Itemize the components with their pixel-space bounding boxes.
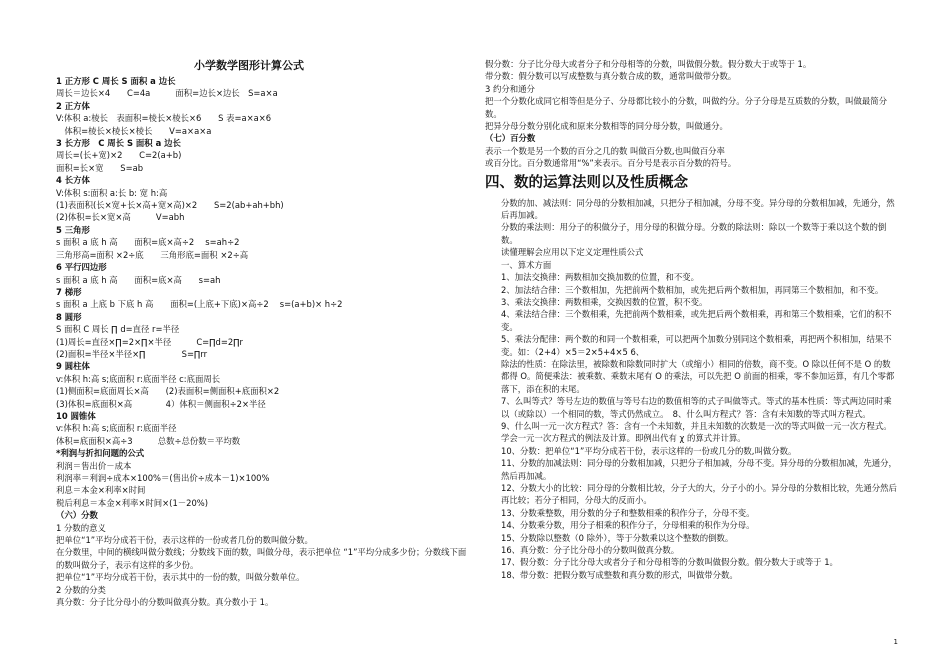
left-column bbox=[56, 58, 472, 608]
text-line: (3)体积=底面积×高 4）体积＝侧面积÷2×半径 bbox=[56, 398, 266, 409]
text-line: (1)侧面积=底面周长×高 (2)表面积=侧面积+底面积×2 bbox=[56, 386, 280, 397]
text-line: 3 约分和通分 bbox=[485, 83, 535, 94]
page-number: 1 bbox=[893, 638, 898, 646]
text-line: s 面积 a 底 h 高 面积=底×高÷2 s=ah÷2 bbox=[56, 237, 240, 248]
text-line: 5 三角形 bbox=[56, 224, 90, 235]
right-top-lines bbox=[485, 58, 897, 170]
text-line: 利润＝售出价－成本 bbox=[56, 460, 132, 471]
text-line: 三角形高=面积 ×2÷底 三角形底=面积 ×2÷高 bbox=[56, 249, 249, 260]
text-line: 16、真分数：分子比分母小的分数叫做真分数。 bbox=[501, 545, 680, 556]
text-line: 13、分数乘整数，用分数的分子和整数相乘的积作分子，分母不变。 bbox=[501, 507, 755, 518]
text-line: 17、假分数：分子比分母大或者分子和分母相等的分数叫做假分数。假分数大于或等于 1。 bbox=[501, 557, 838, 568]
left-lines bbox=[56, 75, 472, 608]
text-line: (2)面积=半径×半径×∏ S=∏rr bbox=[56, 348, 208, 359]
text-line: 在分数里，中间的横线叫做分数线；分数线下面的数，叫做分母，表示把单位 “1”平均分成多少份；分数线下面的数叫做分子，表示有这样的多少份。 bbox=[56, 547, 467, 570]
text-line: 3、乘法交换律：两数相乘，交换因数的位置，积不变。 bbox=[501, 296, 708, 307]
text-line: 周长＝边长×4 C=4a 面积=边长×边长 S=a×a bbox=[56, 88, 278, 99]
text-line: 15、分数除以整数（0 除外），等于分数乘以这个整数的倒数。 bbox=[501, 532, 734, 543]
text-line: 把单位“1”平均分成若干份，表示这样的一份或者几份的数叫做分数。 bbox=[56, 535, 313, 546]
text-line: 假分数：分子比分母大或者分子和分母相等的分数，叫做假分数。假分数大于或等于 1。 bbox=[485, 59, 812, 69]
text-line: 8 圆形 bbox=[56, 311, 82, 322]
text-line: 带分数：假分数可以写成整数与真分数合成的数，通常叫做带分数。 bbox=[485, 71, 737, 82]
text-line: 体积=棱长×棱长×棱长 V=a×a×a bbox=[56, 125, 212, 136]
text-line: (1)周长=直径×∏=2×∏×半径 C=∏d=2∏r bbox=[56, 336, 243, 347]
text-line: 2 分数的分类 bbox=[56, 584, 106, 595]
text-line: 一、算术方面 bbox=[501, 259, 552, 270]
text-line: 1、加法交换律：两数相加交换加数的位置，和不变。 bbox=[501, 272, 699, 283]
text-line: 面积=长×宽 S=ab bbox=[56, 162, 144, 173]
text-line: (2)体积=长×宽×高 V=abh bbox=[56, 212, 185, 223]
page-title: 小学数学图形计算公式 bbox=[194, 59, 304, 72]
text-line: 4 长方体 bbox=[56, 175, 90, 186]
text-line: (1)表面积(长×宽+长×高+宽×高)×2 S=2(ab+ah+bh) bbox=[56, 200, 284, 211]
text-line: 利润率＝利润÷成本×100%＝(售出价÷成本－1)×100% bbox=[56, 473, 270, 483]
text-line: 10、分数：把单位“1”平均分成若干份，表示这样的一份或几分的数,叫做分数。 bbox=[501, 445, 797, 456]
text-line: V:体积 s:面积 a:长 b: 宽 h:高 bbox=[56, 187, 168, 198]
text-line: 18、带分数：把假分数写成整数和真分数的形式，叫做带分数。 bbox=[501, 569, 738, 580]
text-line: 分数的加、减法则：同分母的分数相加减，只把分子相加减，分母不变。异分母的分数相加减，先通分，然后再加减。 bbox=[501, 197, 895, 221]
text-line: 3 长方形 C 周长 S 面积 a 边长 bbox=[56, 138, 181, 149]
text-line: 把一个分数化成同它相等但是分子、分母都比较小的分数，叫做约分。分子分母是互质数的分数，叫做最简分数。 bbox=[485, 96, 887, 119]
text-line: 12、分数大小的比较：同分母的分数相比较，分子大的大，分子小的小。异分母的分数相比较，先通分然后再比较；若分子相同，分母大的反而小。 bbox=[501, 483, 897, 506]
text-line: 9、什么叫一元一次方程式？答：含有一个未知数，并且未知数的次数是一次的等式叫做一元一次方程式。 学会一元一次方程式的例法及计算。即例出代有 χ 的算式并计算。 bbox=[501, 420, 896, 444]
text-line: 10 圆锥体 bbox=[56, 410, 96, 421]
text-line: 除法的性质：在除法里，被除数和除数同时扩大（或缩小）相同的倍数，商不变。O 除以任何不是 O 的数都得 O。简便乘法：被乘数、乘数末尾有 O 的乘法，可以先把 O 前面的相乘，零不参加运算，有几个零都落下，添在积的末尾。 bbox=[501, 358, 895, 394]
right-column bbox=[485, 58, 897, 581]
text-line: 读懂理解会应用以下定义定理性质公式 bbox=[501, 247, 644, 258]
right-bottom-lines bbox=[485, 197, 897, 582]
text-line: 9 圆柱体 bbox=[56, 361, 90, 372]
text-line: 分数的乘法则：用分子的积做分子，用分母的积做分母。分数的除法则：除以一个数等于乘以这个数的倒数。 bbox=[501, 222, 887, 245]
text-line: s 面积 a 上底 b 下底 h 高 面积=(上底+下底)×高÷2 s=(a+b)× h÷2 bbox=[56, 299, 343, 310]
section-heading: 四、数的运算法则以及性质概念 bbox=[485, 174, 688, 191]
text-line: 利息＝本金×利率×时间 bbox=[56, 485, 146, 496]
text-line: 2、加法结合律：三个数相加，先把前两个数相加，或先把后两个数相加，再同第三个数相加，和不变。 bbox=[501, 284, 884, 295]
text-line: *利润与折扣问题的公式 bbox=[56, 448, 145, 459]
text-line: S 面积 C 周长 ∏ d=直径 r=半径 bbox=[56, 324, 180, 335]
text-line: 14、分数乘分数，用分子相乘的积作分子，分母相乘的积作为分母。 bbox=[501, 520, 755, 531]
text-line: 7、么叫等式？等号左边的数值与等号右边的数值相等的式子叫做等式。等式的基本性质：等式两边同时乘以（或除以）一个相同的数，等式仍然成立。 8、什么叫方程式？答：含有未知数的等式叫方程式。 bbox=[501, 396, 892, 419]
text-line: 6 平行四边形 bbox=[56, 262, 107, 273]
text-line: 4、乘法结合律：三个数相乘，先把前两个数相乘，或先把后两个数相乘，再和第三个数相乘，它们的积不变。 bbox=[501, 309, 892, 332]
text-line: 1 正方形 C 周长 S 面积 a 边长 bbox=[56, 76, 176, 86]
text-line: 表示一个数是另一个数的百分之几的数 叫做百分数,也叫做百分率 bbox=[485, 145, 725, 156]
text-line: 体积=底面积×高÷3 总数÷总份数＝平均数 bbox=[56, 435, 241, 446]
text-line: v:体积 h:高 s;底面积 r:底面半径 bbox=[56, 423, 177, 434]
text-line: 或百分比。百分数通常用“%”来表示。百分号是表示百分数的符号。 bbox=[485, 158, 737, 169]
text-line: （七）百分数 bbox=[485, 133, 536, 144]
text-line: 1 分数的意义 bbox=[56, 522, 106, 533]
text-line: 把单位“1”平均分成若干份，表示其中的一份的数，叫做分数单位。 bbox=[56, 572, 305, 583]
text-line: 11、分数的加减法则：同分母的分数相加减，只把分子相加减，分母不变。异分母的分数相加减，先通分，然后再加减。 bbox=[501, 458, 897, 481]
text-line: 真分数：分子比分母小的分数叫做真分数。真分数小于 1。 bbox=[56, 597, 274, 608]
text-line: v:体积 h:高 s;底面积 r:底面半径 c:底面周长 bbox=[56, 373, 221, 384]
text-line: s 面积 a 底 h 高 面积=底×高 s=ah bbox=[56, 274, 221, 285]
text-line: 把异分母分数分别化成和原来分数相等的同分母分数，叫做通分。 bbox=[485, 121, 728, 132]
text-line: 5、乘法分配律：两个数的和同一个数相乘，可以把两个加数分别同这个数相乘，再把两个积相加，结果不变。如：（2+4）×5＝2×5+4×5 6、 bbox=[501, 334, 892, 357]
text-line: （六）分数 bbox=[56, 510, 98, 521]
text-line: 周长=(长+宽)×2 C=2(a+b) bbox=[56, 150, 182, 161]
text-line: V:体积 a:棱长 表面积=棱长×棱长×6 S 表=a×a×6 bbox=[56, 113, 272, 124]
text-line: 税后利息＝本金×利率×时间×(1－20%) bbox=[56, 497, 209, 508]
text-line: 7 梯形 bbox=[56, 286, 82, 297]
text-line: 2 正方体 bbox=[56, 100, 90, 111]
